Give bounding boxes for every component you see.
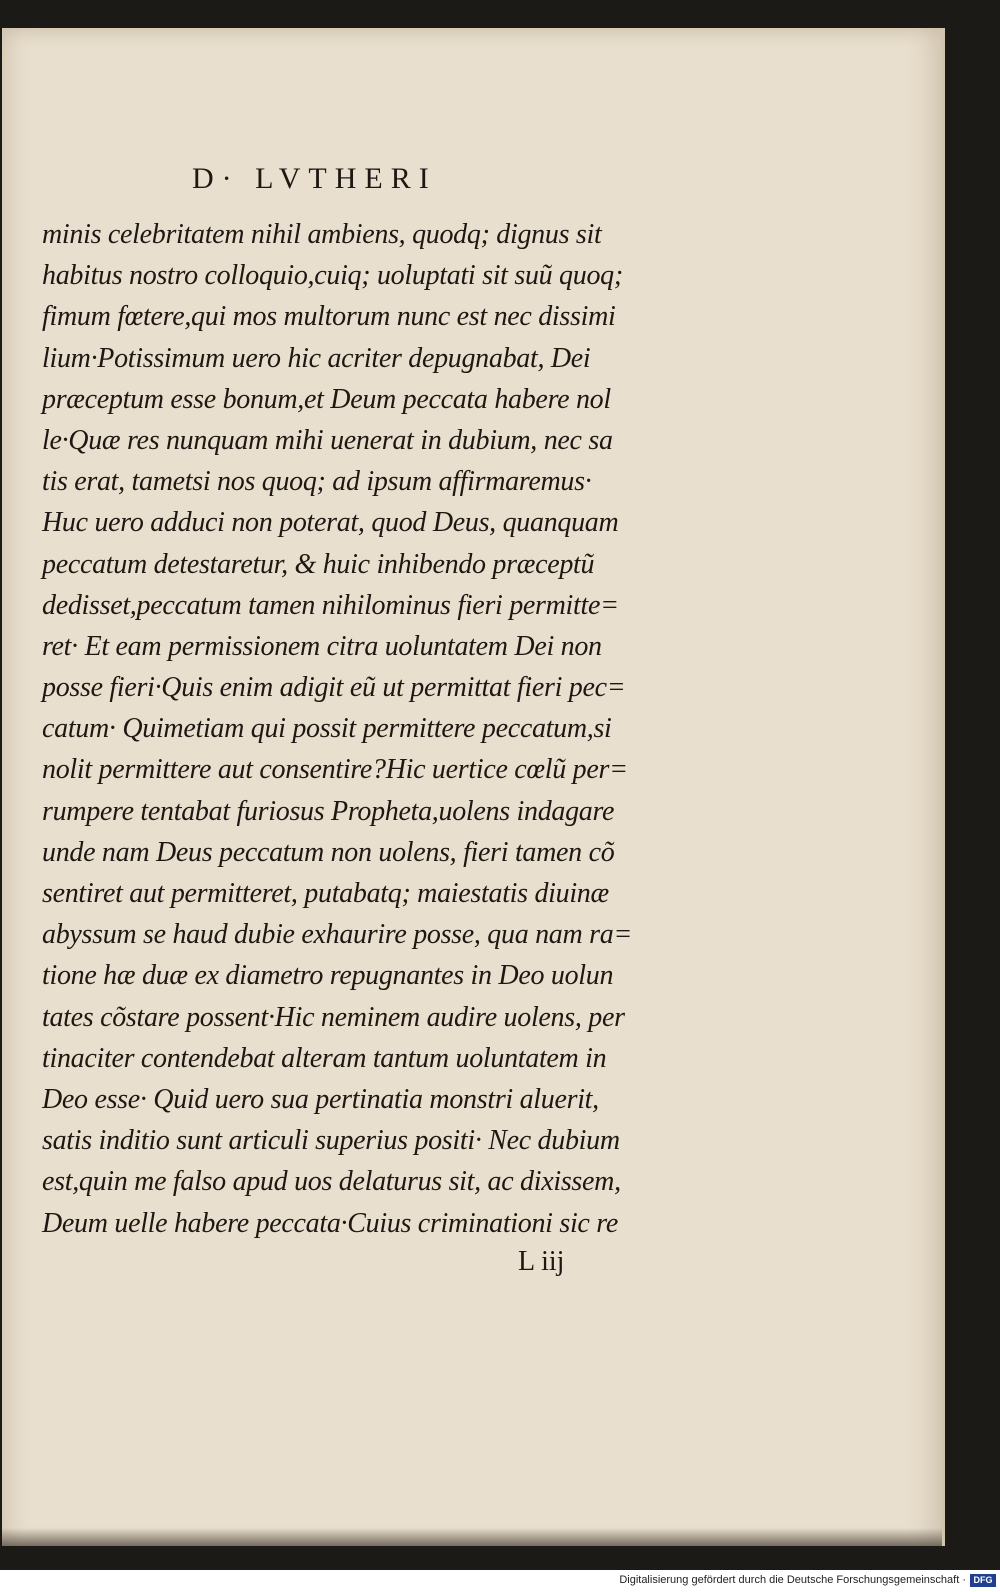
dfg-logo-icon: DFG xyxy=(970,1574,996,1587)
text-line: lium·Potissimum uero hic acriter depugnabat, Dei xyxy=(42,342,591,374)
signature-mark: L iij xyxy=(518,1246,565,1277)
text-line: posse fieri·Quis enim adigit eũ ut permittat fieri pec= xyxy=(42,672,626,704)
text-line: fimum fœtere,qui mos multorum nunc est nec dissimi xyxy=(42,301,616,333)
body-text xyxy=(42,214,682,1244)
text-line: dedisset,peccatum tamen nihilominus fieri permitte= xyxy=(42,589,619,621)
text-line: tione hæ duæ ex diametro repugnantes in Deo uolun xyxy=(42,960,614,992)
text-line: tis erat, tametsi nos quoq; ad ipsum affirmaremus· xyxy=(42,466,592,498)
text-line: præceptum esse bonum,et Deum peccata habere nol xyxy=(42,383,611,415)
text-line: sentiret aut permitteret, putabatq; maiestatis diuinæ xyxy=(42,878,609,909)
book-page xyxy=(2,28,945,1546)
text-line: catum· Quimetiam qui possit permittere peccatum,si xyxy=(42,713,612,745)
text-line: est,quin me falso apud uos delaturus sit, ac dixissem, xyxy=(42,1166,621,1198)
text-line: tinaciter contendebat alteram tantum uoluntatem in xyxy=(42,1042,607,1074)
text-line: abyssum se haud dubie exhaurire posse, qua nam ra= xyxy=(42,919,633,951)
text-line: Deo esse· Quid uero sua pertinatia monstri aluerit, xyxy=(42,1083,599,1115)
text-line: rumpere tentabat furiosus Propheta,uolens indagare xyxy=(42,795,615,827)
text-line: Huc uero adduci non poterat, quod Deus, quanquam xyxy=(42,507,619,539)
running-head: D· LVTHERI xyxy=(192,162,437,195)
page-edge-shadow xyxy=(2,1528,942,1546)
text-line: le·Quæ res nunquam mihi uenerat in dubium, nec sa xyxy=(42,424,613,456)
text-line: habitus nostro colloquio,cuiq; uoluptati sit suũ quoq; xyxy=(42,260,623,292)
text-line: Deum uelle habere peccata·Cuius criminationi sic re xyxy=(42,1207,618,1239)
text-line: ret· Et eam permissionem citra uoluntatem Dei non xyxy=(42,630,602,662)
text-line: satis inditio sunt articuli superius positi· Nec dubium xyxy=(42,1125,620,1157)
text-line: minis celebritatem nihil ambiens, quodq; dignus sit xyxy=(42,219,602,250)
funding-credit: Digitalisierung gefördert durch die Deutsche Forschungsgemeinschaft · xyxy=(619,1574,966,1586)
text-line: unde nam Deus peccatum non uolens, fieri tamen cõ xyxy=(42,836,615,868)
text-line: tates cõstare possent·Hic neminem audire uolens, per xyxy=(42,1001,625,1033)
footer-bar xyxy=(0,1570,1000,1592)
text-line: nolit permittere aut consentire?Hic uertice cœlũ per= xyxy=(42,754,628,786)
text-line: peccatum detestaretur, & huic inhibendo præceptũ xyxy=(42,548,595,580)
